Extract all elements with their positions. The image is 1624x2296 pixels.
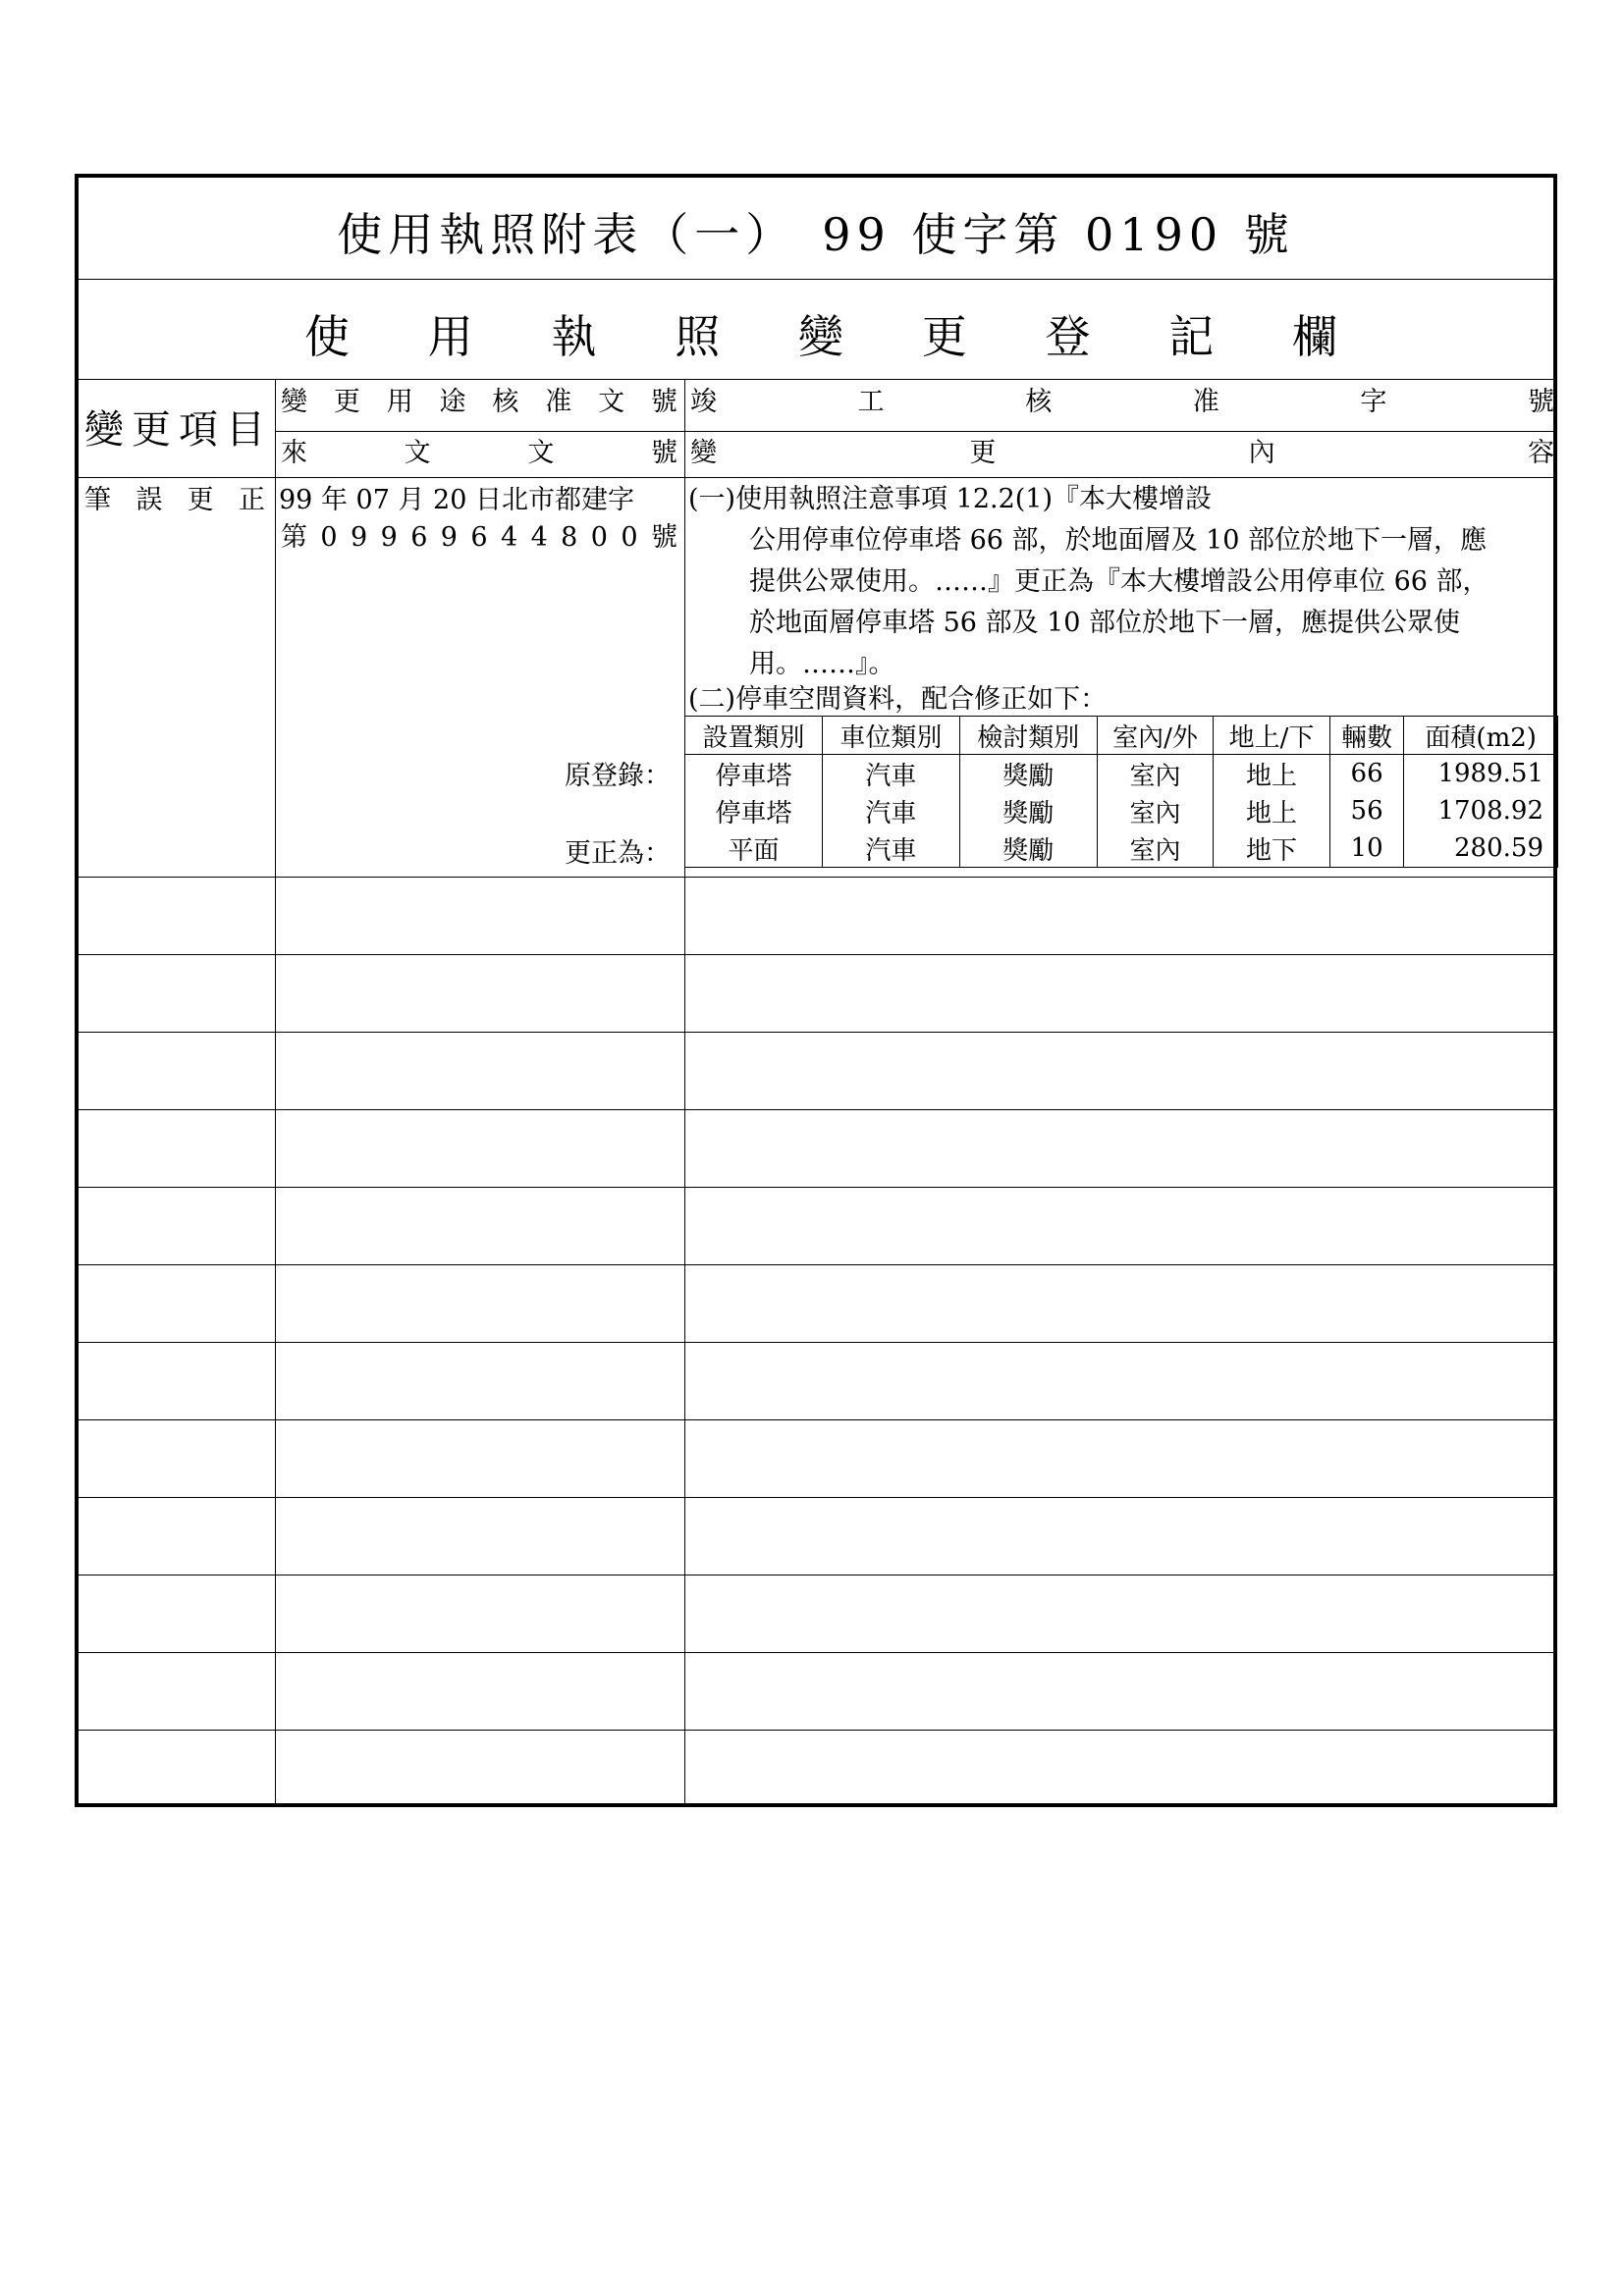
header-incoming-doc-no (281, 437, 677, 469)
table-cell: 地下 (1214, 829, 1330, 868)
table-cell: 汽車 (822, 829, 959, 868)
entry-doc-line2 (281, 521, 677, 554)
content-line: 於地面層停車塔 56 部及 10 部位於地下一層，應提供公眾使 (749, 608, 1461, 638)
divider (79, 379, 1553, 380)
header-char: 文 (527, 438, 555, 468)
header-char: 字 (1360, 387, 1387, 417)
registration-form (75, 174, 1557, 1807)
header-char: 號 (650, 438, 677, 468)
header-char: 容 (1527, 438, 1554, 468)
column-divider (275, 379, 276, 1807)
row-divider (79, 1032, 1553, 1033)
doc-char: 6 (470, 522, 488, 553)
table-cell: 汽車 (822, 792, 959, 829)
entry-item-char: 更 (187, 485, 214, 515)
content-line: (一)使用執照注意事項 12.2(1)『本大樓增設 (688, 484, 1213, 514)
row-divider (79, 1109, 1553, 1110)
table-cell: 1989.51 (1404, 755, 1558, 793)
header-char: 准 (1192, 387, 1219, 417)
table-row-original (685, 755, 1558, 793)
table-cell: 汽車 (822, 755, 959, 793)
row-divider (79, 954, 1553, 955)
table-cell: 地上 (1214, 792, 1330, 829)
content-line: (二)停車空間資料，配合修正如下： (688, 684, 1108, 715)
doc-char: 第 (281, 522, 307, 553)
doc-char: 9 (380, 522, 398, 553)
subtitle-char: 登 (1045, 310, 1091, 363)
header-char: 准 (545, 387, 572, 417)
doc-char: 0 (320, 522, 338, 553)
row-divider (79, 1652, 1553, 1653)
header-char: 核 (492, 387, 519, 417)
page-title (79, 199, 1553, 264)
doc-char: 8 (561, 522, 578, 553)
page-subtitle (304, 301, 1337, 366)
table-cell: 地上 (1214, 755, 1330, 793)
subtitle-char: 欄 (1292, 310, 1337, 363)
parking-space-table (684, 716, 1558, 868)
doc-char: 號 (650, 522, 677, 553)
table-header-cell: 面積(m2) (1404, 717, 1558, 755)
subtitle-char: 使 (304, 310, 350, 363)
column-divider (684, 379, 685, 1807)
row-divider (79, 1264, 1553, 1265)
table-cell: 獎勵 (959, 829, 1097, 868)
header-change-content (690, 437, 1554, 469)
row-divider (79, 1419, 1553, 1420)
divider (79, 279, 1553, 280)
entry-doc-line1: 99 年 07 月 20 日北市都建字 (279, 485, 634, 515)
row-divider (79, 1342, 1553, 1343)
table-cell: 停車塔 (685, 755, 823, 793)
subtitle-char: 變 (798, 310, 843, 363)
header-char: 號 (1527, 387, 1554, 417)
header-char: 竣 (690, 387, 717, 417)
table-header-cell: 車位類別 (822, 717, 959, 755)
header-change-item: 變更項目 (84, 407, 273, 453)
doc-char: 0 (590, 522, 608, 553)
header-approval-doc-no (281, 386, 677, 418)
doc-char: 4 (500, 522, 518, 553)
table-cell: 停車塔 (685, 792, 823, 829)
label-corrected: 更正為： (565, 838, 671, 869)
row-divider (79, 877, 1553, 878)
table-cell: 66 (1329, 755, 1404, 793)
table-header-cell: 設置類別 (685, 717, 823, 755)
row-divider (79, 1730, 1553, 1731)
table-header-cell: 檢討類別 (959, 717, 1097, 755)
doc-char: 6 (410, 522, 428, 553)
header-char: 用 (386, 387, 413, 417)
table-cell: 平面 (685, 829, 823, 868)
header-char: 途 (439, 387, 466, 417)
table-header-cell: 室內/外 (1097, 717, 1214, 755)
subtitle-char: 記 (1168, 310, 1215, 363)
table-cell: 1708.92 (1404, 792, 1558, 829)
table-cell: 室內 (1097, 755, 1214, 793)
row-divider (79, 1187, 1553, 1188)
label-original: 原登錄： (565, 761, 671, 791)
table-cell: 280.59 (1404, 829, 1558, 868)
table-cell: 56 (1329, 792, 1404, 829)
header-char: 文 (404, 438, 431, 468)
table-row-corrected (685, 829, 1558, 868)
doc-char: 4 (530, 522, 548, 553)
subtitle-char: 更 (921, 310, 967, 363)
table-cell: 獎勵 (959, 755, 1097, 793)
header-char: 更 (969, 438, 997, 468)
row-divider (79, 1497, 1553, 1498)
header-char: 文 (598, 387, 625, 417)
header-char: 更 (333, 387, 360, 417)
subtitle-char: 執 (551, 310, 597, 363)
table-cell: 室內 (1097, 829, 1214, 868)
doc-char: 9 (440, 522, 458, 553)
entry-item-char: 筆 (84, 485, 111, 515)
entry-item (84, 484, 265, 516)
header-char: 核 (1025, 387, 1053, 417)
header-completion-approval-no (690, 386, 1554, 418)
content-line: 用。……』。 (749, 649, 895, 679)
table-row-corrected (685, 792, 1558, 829)
doc-char: 9 (351, 522, 368, 553)
subtitle-char: 照 (675, 310, 721, 363)
divider (275, 431, 1557, 432)
header-char: 內 (1248, 438, 1275, 468)
subtitle-char: 用 (427, 310, 473, 363)
table-cell: 10 (1329, 829, 1404, 868)
divider (79, 477, 1553, 478)
table-cell: 室內 (1097, 792, 1214, 829)
header-char: 變 (690, 438, 717, 468)
entry-item-char: 誤 (135, 485, 163, 515)
doc-char: 0 (621, 522, 638, 553)
header-char: 工 (857, 387, 885, 417)
header-char: 變 (281, 387, 307, 417)
title-number: 99 使字第 0190 號 (822, 208, 1295, 261)
table-header-row (685, 717, 1558, 755)
title-prefix: 使用執照附表（一） (337, 208, 797, 261)
content-line: 公用停車位停車塔 66 部，於地面層及 10 部位於地下一層，應 (749, 525, 1488, 556)
header-char: 號 (650, 387, 677, 417)
entry-item-char: 正 (238, 485, 265, 515)
table-header-cell: 輛數 (1329, 717, 1404, 755)
header-char: 來 (281, 438, 307, 468)
table-cell: 獎勵 (959, 792, 1097, 829)
content-line: 提供公眾使用。……』更正為『本大樓增設公用停車位 66 部， (749, 566, 1489, 597)
table-header-cell: 地上/下 (1214, 717, 1330, 755)
